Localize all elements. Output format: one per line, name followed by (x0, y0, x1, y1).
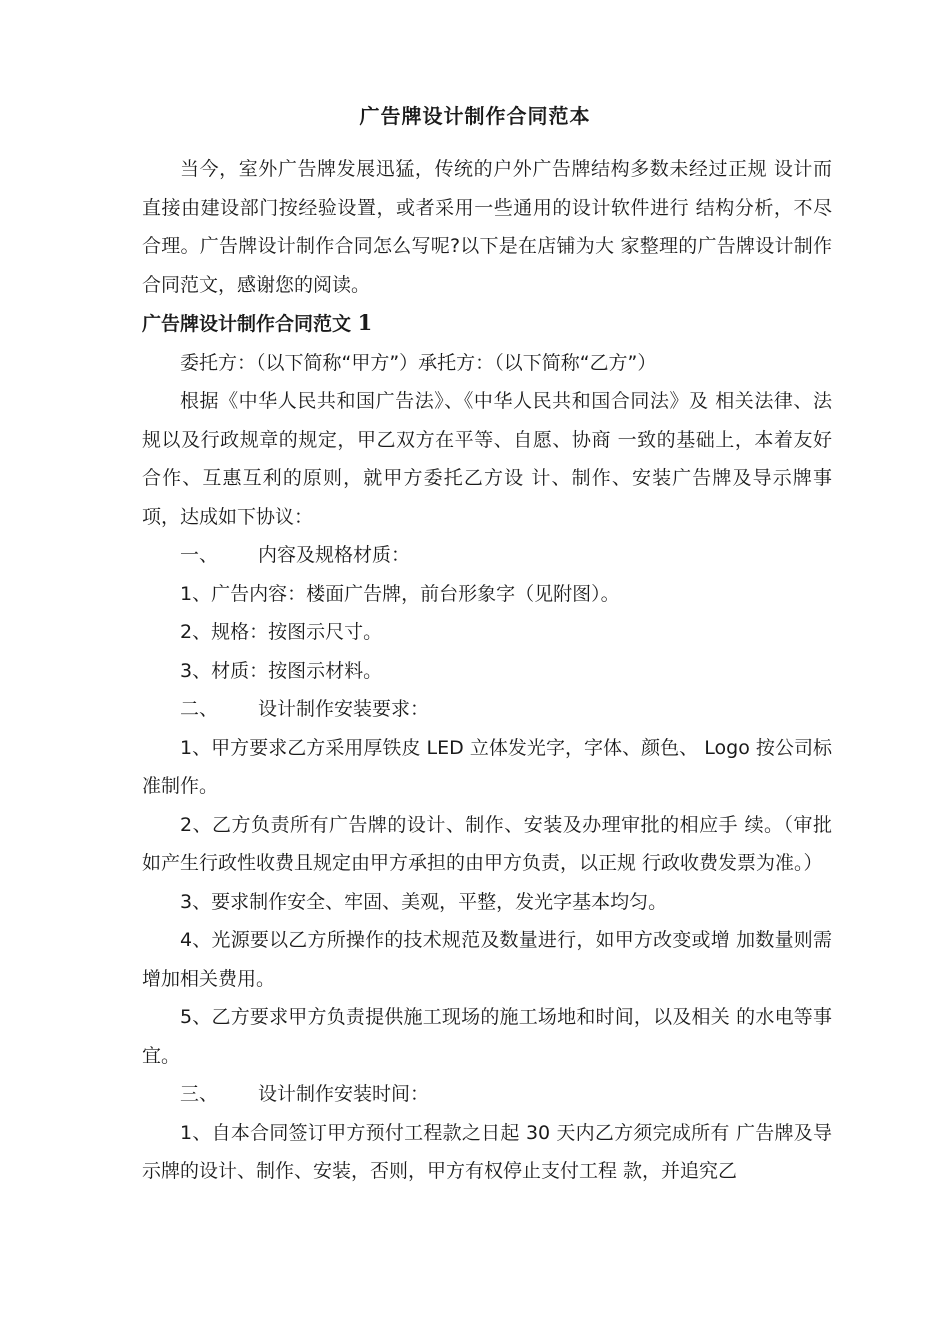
clause-label: 设计制作安装要求： (258, 698, 430, 720)
basis-paragraph: 根据《中华人民共和国广告法》、《中华人民共和国合同法》及 相关法律、法规以及行政规章的规定，甲乙双方在平等、自愿、协商 一致的基础上，本着友好合作、互惠互利的原则，就甲方委托乙方设 计、制作、安装广告牌及导示牌事项，达成如下协议： (142, 390, 832, 528)
clause-item: 3、要求制作安全、牢固、美观，平整，发光字基本均匀。 (180, 890, 668, 913)
clause-item: 2、乙方负责所有广告牌的设计、制作、安装及办理审批的相应手 续。（审批如产生行政性收费且规定由甲方承担的由甲方负责，以正规 行政收费发票为准。） (142, 813, 832, 874)
clause-item: 1、自本合同签订甲方预付工程款之日起 30 天内乙方须完成所有 广告牌及导示牌的设计、制作、安装，否则，甲方有权停止支付工程 款，并追究乙 (142, 1121, 832, 1182)
clause-number: 一、 (180, 544, 219, 566)
section-heading-text: 广告牌设计制作合同范文 (142, 313, 352, 335)
section-heading-number: 1 (357, 310, 373, 335)
document-title: 广告牌设计制作合同范本 (359, 104, 591, 128)
clause-label: 设计制作安装时间： (258, 1083, 430, 1105)
section-heading-1 (142, 304, 832, 344)
clause-item: 1、甲方要求乙方采用厚铁皮 LED 立体发光字，字体、颜色、 Logo 按公司标准制作。 (142, 736, 832, 797)
clause-heading-3 (142, 1075, 832, 1114)
clause-item: 3、材质：按图示材料。 (180, 659, 383, 682)
document-body (142, 150, 832, 1191)
clause-number: 三、 (180, 1083, 219, 1105)
clause-item: 1、广告内容：楼面广告牌，前台形象字（见附图）。 (180, 582, 620, 605)
clause-item: 2、规格：按图示尺寸。 (180, 621, 383, 643)
clause-label: 内容及规格材质： (258, 544, 411, 566)
clause-item: 4、光源要以乙方所操作的技术规范及数量进行，如甲方改变或增 加数量则需增加相关费用。 (142, 929, 832, 990)
parties-paragraph: 委托方：（以下简称“甲方”）承托方：（以下简称“乙方”） (180, 351, 657, 374)
clause-item: 5、乙方要求甲方负责提供施工现场的施工场地和时间，以及相关 的水电等事宜。 (142, 1006, 832, 1067)
clause-heading-1 (142, 536, 832, 575)
intro-paragraph: 当今，室外广告牌发展迅猛，传统的户外广告牌结构多数未经过正规 设计而直接由建设部门按经验设置，或者采用一些通用的设计软件进行 结构分析，不尽合理。广告牌设计制作合同怎么写呢?以下是在店铺为大 家整理的广告牌设计制作合同范文，感谢您的阅读。 (142, 158, 832, 296)
clause-heading-2 (142, 690, 832, 729)
clause-number: 二、 (180, 698, 219, 720)
